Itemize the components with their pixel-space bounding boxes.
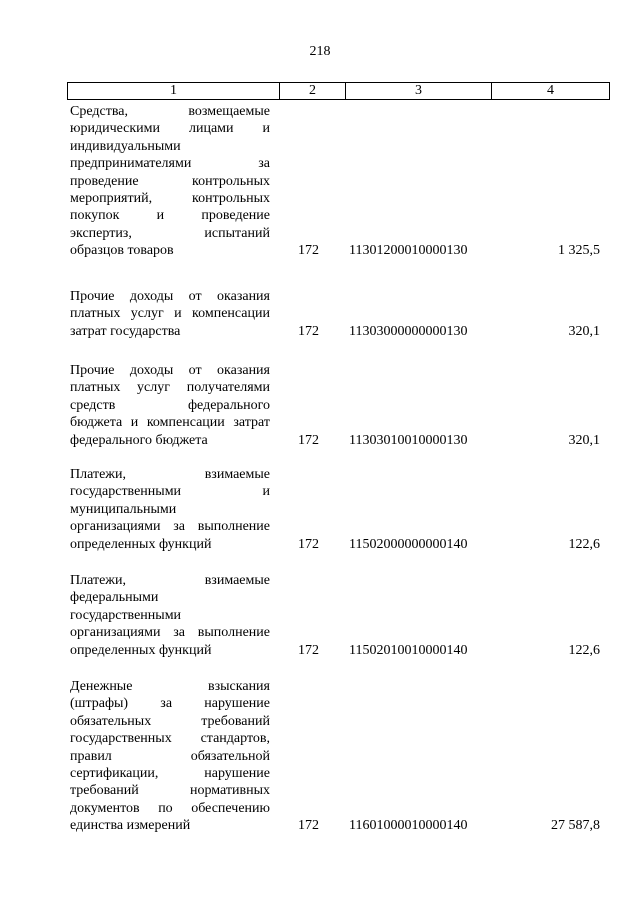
description-line: проведение контрольных bbox=[70, 173, 270, 189]
description-line: федеральными bbox=[70, 590, 159, 606]
description-line: государственных стандартов, bbox=[70, 731, 270, 747]
description-line: организациями за выполнение bbox=[70, 625, 270, 641]
description-line: определенных функций bbox=[70, 642, 212, 658]
table-row bbox=[70, 362, 600, 449]
row-admin-code: 172 bbox=[298, 818, 319, 834]
row-amount: 320,1 bbox=[568, 432, 600, 448]
row-description bbox=[70, 288, 270, 340]
description-line: муниципальными bbox=[70, 501, 177, 517]
description-line: (штрафы) за нарушение bbox=[70, 696, 270, 712]
row-description bbox=[70, 678, 270, 835]
row-admin-code: 172 bbox=[298, 323, 319, 339]
table-row bbox=[70, 288, 600, 340]
description-line: образцов товаров bbox=[70, 243, 174, 259]
column-header-2: 2 bbox=[280, 83, 346, 99]
description-line: Платежи, взимаемые bbox=[70, 573, 270, 588]
row-description bbox=[70, 103, 270, 260]
row-budget-code: 11502000000000140 bbox=[349, 536, 468, 552]
row-description bbox=[70, 362, 270, 449]
page-number: 218 bbox=[309, 44, 331, 59]
description-line: единства измерений bbox=[70, 818, 191, 834]
description-line: документов по обеспечению bbox=[70, 800, 270, 816]
row-amount: 320,1 bbox=[568, 323, 600, 339]
row-budget-code: 11601000010000140 bbox=[349, 818, 468, 834]
column-header-4: 4 bbox=[547, 83, 554, 98]
row-amount: 27 587,8 bbox=[551, 818, 600, 834]
row-budget-code: 11502010010000140 bbox=[349, 642, 468, 658]
row-amount: 122,6 bbox=[568, 536, 600, 552]
description-line: Прочие доходы от оказания bbox=[70, 363, 270, 378]
description-line: Денежные взыскания bbox=[70, 679, 270, 694]
description-line: федерального бюджета bbox=[70, 432, 208, 448]
row-description bbox=[70, 572, 270, 659]
description-line: государственными и bbox=[70, 484, 270, 500]
table-row bbox=[70, 572, 600, 659]
description-line: затрат государства bbox=[70, 323, 181, 339]
row-amount: 122,6 bbox=[568, 642, 600, 658]
row-budget-code: 11301200010000130 bbox=[349, 243, 468, 259]
description-line: требований нормативных bbox=[70, 783, 270, 799]
row-budget-code: 11303010010000130 bbox=[349, 432, 468, 448]
row-admin-code: 172 bbox=[298, 432, 319, 448]
column-header-3: 3 bbox=[346, 83, 492, 99]
row-admin-code: 172 bbox=[298, 243, 319, 259]
description-line: юридическими лицами и bbox=[70, 121, 270, 137]
description-line: бюджета и компенсации затрат bbox=[70, 415, 270, 431]
table-row bbox=[70, 103, 600, 260]
row-budget-code: 11303000000000130 bbox=[349, 323, 468, 339]
description-line: обязательных требований bbox=[70, 713, 270, 729]
description-line: покупок и проведение bbox=[70, 208, 270, 224]
row-admin-code: 172 bbox=[298, 642, 319, 658]
description-line: правил обязательной bbox=[70, 748, 270, 764]
description-line: предпринимателями за bbox=[70, 156, 270, 172]
description-line: организациями за выполнение bbox=[70, 519, 270, 535]
description-line: платных услуг получателями bbox=[70, 380, 270, 396]
description-line: определенных функций bbox=[70, 536, 212, 552]
table-row bbox=[70, 678, 600, 835]
description-line: мероприятий, контрольных bbox=[70, 191, 270, 207]
description-line: Прочие доходы от оказания bbox=[70, 289, 270, 304]
table-row bbox=[70, 466, 600, 553]
description-line: экспертиз, испытаний bbox=[70, 225, 270, 241]
description-line: средств федерального bbox=[70, 397, 270, 413]
column-header-1: 1 bbox=[68, 83, 280, 99]
row-description bbox=[70, 466, 270, 553]
description-line: Средства, возмещаемые bbox=[70, 104, 270, 119]
description-line: индивидуальными bbox=[70, 138, 181, 154]
table-header bbox=[67, 82, 610, 100]
description-line: сертификации, нарушение bbox=[70, 766, 270, 782]
row-amount: 1 325,5 bbox=[558, 243, 600, 259]
description-line: платных услуг и компенсации bbox=[70, 306, 270, 322]
row-admin-code: 172 bbox=[298, 536, 319, 552]
description-line: государственными bbox=[70, 607, 182, 623]
description-line: Платежи, взимаемые bbox=[70, 467, 270, 482]
